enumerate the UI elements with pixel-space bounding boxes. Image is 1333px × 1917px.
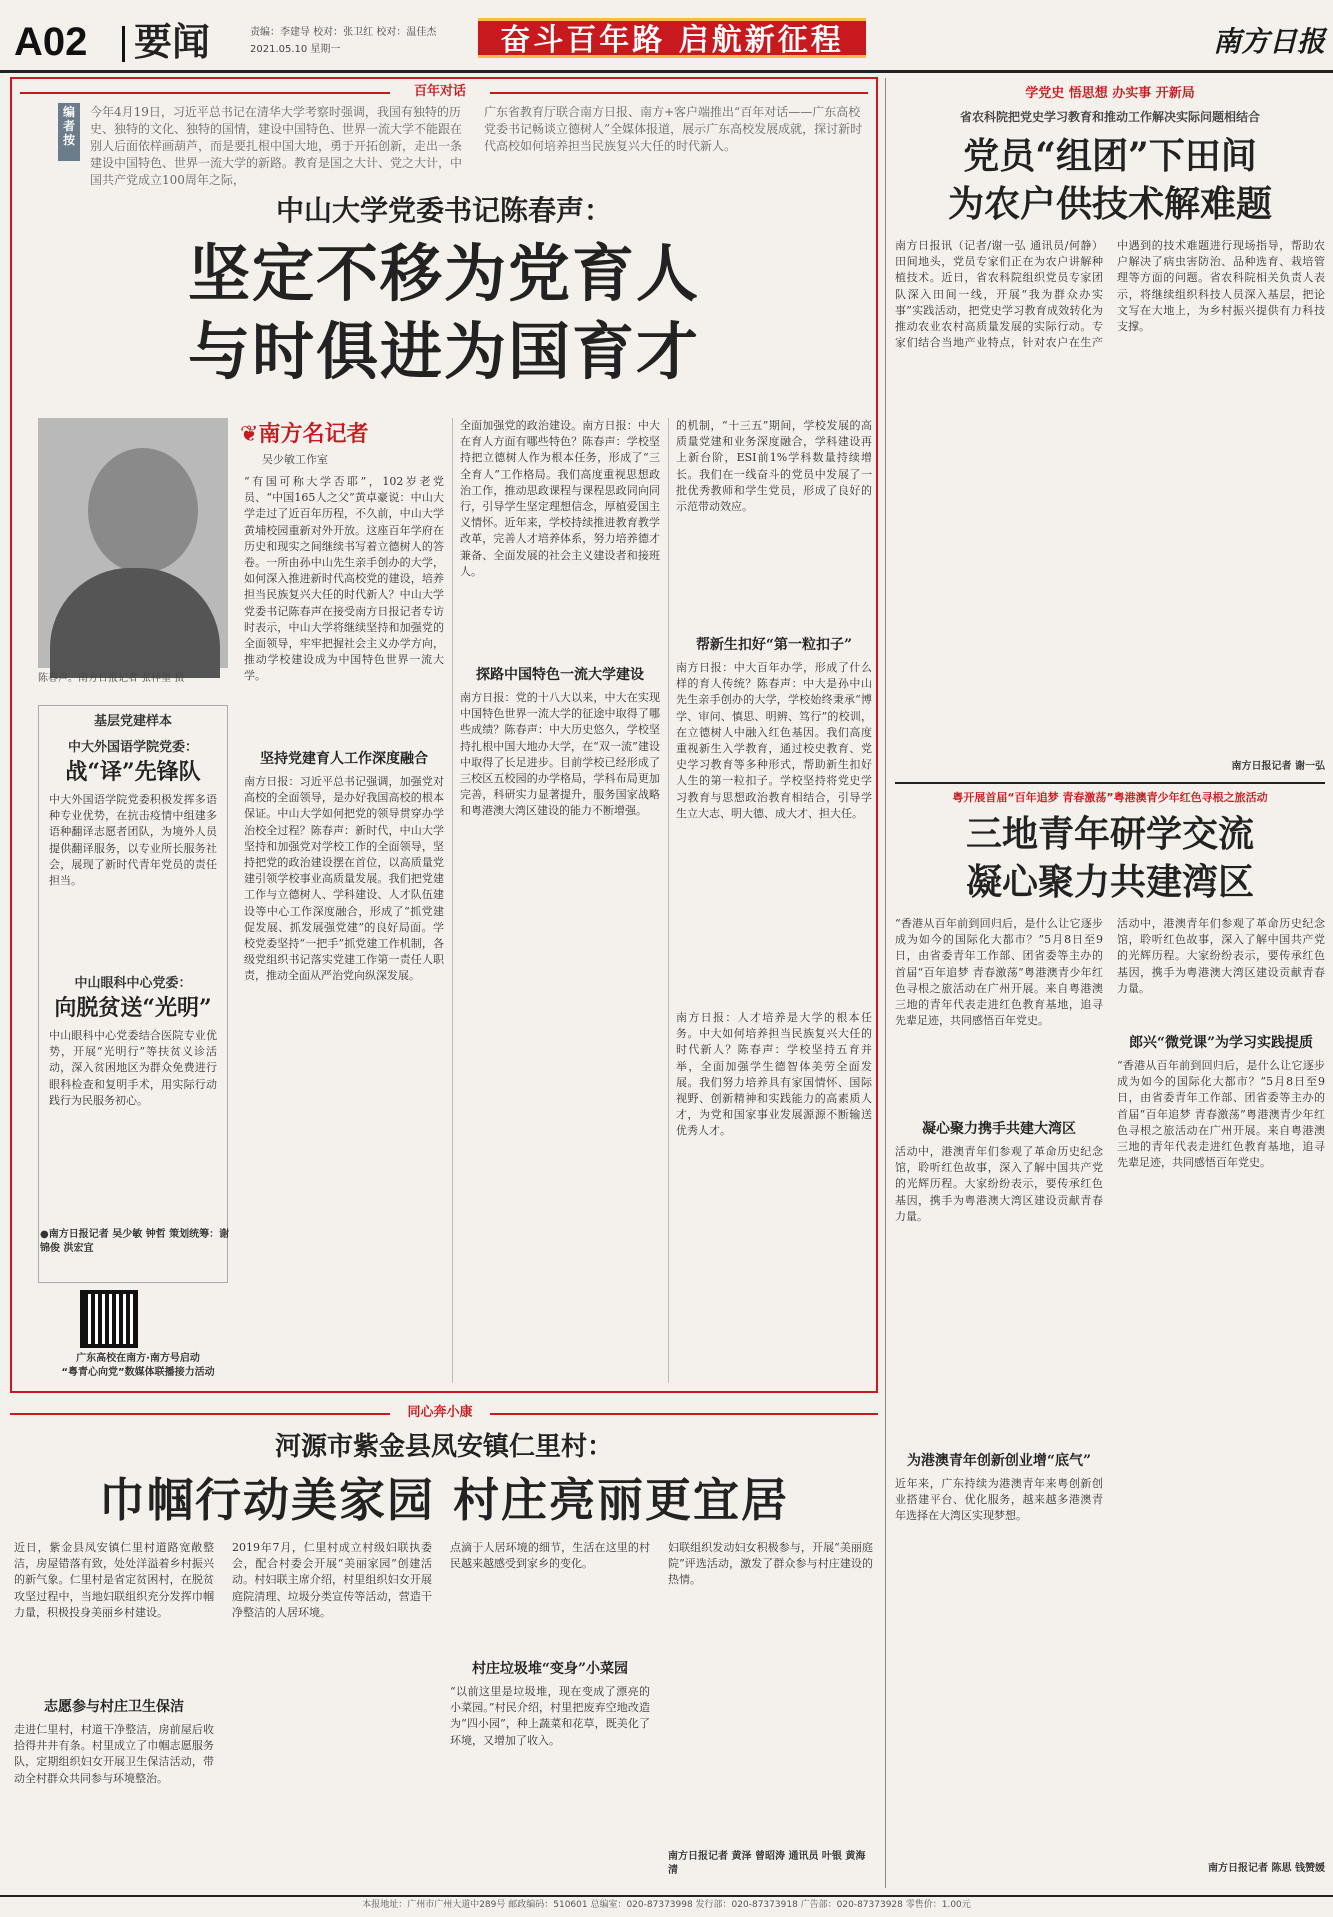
editor-note-right: 广东省教育厅联合南方日报、南方+客户端推出“百年对话——广东高校党委书记畅谈立德树人”全媒体报道，展示广东高校发展成就，探讨新时代高校如何培养担当民族复兴大任的时代新人。 (484, 105, 863, 153)
bottom-col3-text: 点滴于人居环境的细节，生活在这里的村民越来越感受到家乡的变化。 (450, 1541, 650, 1571)
grassroots-sidebar (38, 705, 228, 1283)
right-bottom-col1c-text: 近年来，广东持续为港澳青年来粤创新创业搭建平台、优化服务，越来越多港澳青年选择在大湾区实现梦想。 (895, 1477, 1103, 1523)
page-number: A02 (14, 20, 88, 64)
right-bottom-col2-text: 活动中，港澳青年们参观了革命历史纪念馆，聆听红色故事，深入了解中国共产党的光辉历程。大家纷纷表示，要传承红色基因，携手为粤港澳大湾区建设贡献青春力量。 (1117, 917, 1325, 995)
right-column-rule (885, 78, 886, 1888)
bottom-col1b-text: 走进仁里村，村道干净整洁，房前屋后收拾得井井有条。村里成立了巾帼志愿服务队，定期组织妇女开展卫生保洁活动，带动全村群众共同参与环境整治。 (14, 1723, 214, 1785)
main-col2-text: 全面加强党的政治建设。南方日报：中大在育人方面有哪些特色？陈春声：学校坚持把立德树人作为根本任务，形成了“三全育人”工作格局。我们高度重视思想政治工作，推动思政课程与课程思政同向同行，引导学生坚定理想信念，厚植爱国主义情怀。近年来，学校持续推进教育教学改革，完善人才培养体系，努力培养德才兼备、全面发展的社会主义建设者和接班人。 (460, 419, 660, 578)
qr-caption-line1: 广东高校在南方·南方号启动 (76, 1353, 200, 1364)
right-bottom-subhead-1: 凝心聚力携手共建大湾区 (922, 1121, 1076, 1137)
main-col3-text: 的机制，“十三五”期间，学校发展的高质量党建和业务深度融合，学科建设再上新台阶，ESI前1%学科数量持续增长。我们在一线奋斗的党员中发展了一批优秀教师和学生党员，形成了良好的示范带动效应。 (676, 419, 872, 514)
meta-line-2: 2021.05.10 星期一 (250, 44, 341, 55)
editor-note-left: 今年4月19日，习近平总书记在清华大学考察时强调，我国有独特的历史、独特的文化、独特的国情，建设中国特色、世界一流大学不能跟在别人后面依样画葫芦，而是要扎根中国大地，勇于开拓创新，走出一条建设中国特色、世界一流大学的新路。教育是国之大计、党之大计，中国共产党成立100周年之际， (90, 105, 463, 187)
tag-rule-right (490, 92, 868, 94)
bottom-subhead-1: 志愿参与村庄卫生保洁 (44, 1699, 184, 1715)
qr-caption-line2: “粤青心向党”数媒体联播接力活动 (61, 1367, 215, 1378)
page-footer: 本报地址：广州市广州大道中289号 邮政编码：510601 总编室：020-87373998 发行部：020-87373918 广告部：020-87373928 零售价：1.00元 (0, 1895, 1333, 1911)
bottom-col3b-text: “以前这里是垃圾堆，现在变成了漂亮的小菜园。”村民介绍，村里把废弃空地改造为“四小园”，种上蔬菜和花草，既美化了环境，又增加了收入。 (450, 1685, 650, 1747)
bottom-col4-text: 妇联组织发动妇女积极参与，开展“美丽庭院”评选活动，激发了群众参与村庄建设的热情。 (668, 1541, 873, 1587)
main-col2b-text: 南方日报：党的十八大以来，中大在实现中国特色世界一流大学的征途中取得了哪些成绩？陈春声：中大历史悠久，学校坚持扎根中国大地办大学，在“双一流”建设中取得了长足进步。目前学校已经形成了三校区五校园的办学格局，学科布局更加完善，科研实力显著提升，服务国家战略和粤港澳大湾区建设的能力不断增强。 (460, 691, 660, 818)
right-bottom-col1b-text: 活动中，港澳青年们参观了革命历史纪念馆，聆听红色故事，深入了解中国共产党的光辉历程。大家纷纷表示，要传承红色基因，携手为粤港澳大湾区建设贡献青春力量。 (895, 1145, 1103, 1223)
main-col3c-text: 南方日报：人才培养是大学的根本任务。中大如何培养担当民族复兴大任的时代新人？陈春声：学校坚持五育并举，全面加强学生德智体美劳全面发展。我们努力培养具有家国情怀、国际视野、创新精神和实践能力的高素质人才，为党和国家事业发展源源不断输送优秀人才。 (676, 1011, 872, 1138)
tag-rule-left (20, 92, 390, 94)
photo-caption: 陈春声。南方日报记者 张梓望 摄 (38, 673, 185, 684)
item2-title: 向脱贫送“光明” (54, 995, 212, 1021)
brand-label: 南方名记者 (258, 422, 369, 447)
column-brand (240, 420, 450, 450)
portrait-head (88, 448, 198, 573)
main-col1b-text: 南方日报：习近平总书记强调，加强党对高校的全面领导，是办好我国高校的根本保证。中山大学如何把党的领导贯穿办学治校全过程？陈春声：新时代，中山大学坚持和加强党对学校工作的全面领导，坚持把党的政治建设摆在首位，以高质量党建引领学校事业高质量发展。我们把党建工作与立德树人、学科建设、人才队伍建设等中心工作深度融合，形成了“抓党建促发展、抓发展强党建”的良好局面。学校党委坚持“一把手”抓党建工作机制，各级党组织书记落实党建工作第一责任人职责，推动全面从严治党向纵深发展。 (244, 775, 444, 983)
right-top-credit: 南方日报记者 谢一弘 (1231, 761, 1325, 772)
right-bottom-col1-text: “香港从百年前到回归后，是什么让它逐步成为如今的国际化大都市？”5月8日至9日，由省委青年工作部、团省委等主办的首届“百年追梦 青春激荡”粤港澳青少年红色寻根之旅活动在广州开展。来自粤港澳三地的青年代表走进红色教育基地，追寻先辈足迹，共同感悟百年党史。 (895, 917, 1103, 1028)
right-top-headline-2: 为农户供技术解难题 (947, 183, 1272, 225)
main-subhead-2: 探路中国特色一流大学建设 (476, 667, 644, 683)
bottom-col2-text: 2019年7月，仁里村成立村级妇联执委会，配合村委会开展“美丽家园”创建活动。村妇联主席介绍，村里组织妇女开展庭院清理、垃圾分类宣传等活动，营造干净整洁的人居环境。 (232, 1541, 432, 1619)
column-rule (668, 418, 669, 1383)
header-divider (122, 26, 125, 62)
qr-code[interactable] (80, 1290, 138, 1348)
main-subtitle: 中山大学党委书记陈春声： (275, 194, 612, 227)
bottom-tag-rule-right (490, 1413, 878, 1415)
item2-kicker: 中山眼科中心党委： (74, 976, 192, 991)
qr-caption (38, 1352, 238, 1380)
main-credit: ●南方日报记者 吴少敏 钟哲 策划统筹：谢锦俊 洪宏宜 (40, 1229, 230, 1254)
bottom-credit: 南方日报记者 黄泽 曾昭涛 通讯员 叶银 黄海清 (668, 1851, 866, 1876)
column-rule (452, 418, 453, 1383)
section-title: 要闻 (134, 20, 211, 64)
right-bottom-credit: 南方日报记者 陈思 钱赞媛 (1208, 1863, 1325, 1874)
editor-meta (250, 24, 470, 58)
main-col3b-text: 南方日报：中大百年办学，形成了什么样的育人传统？陈春声：中大是孙中山先生亲手创办的大学，学校始终秉承“博学、审问、慎思、明辨、笃行”的校训，在立德树人中融入红色基因。我们高度重视新生入学教育，通过校史教育、党史学习教育等多种形式，帮助新生扣好人生的第一粒扣子。学校坚持将党史学习教育与思想政治教育相结合，引导学生立大志、明大德、成大才、担大任。 (676, 661, 872, 820)
newspaper-logo: 南方日报 (1212, 25, 1325, 58)
right-bottom-headline-1: 三地青年研学交流 (965, 813, 1254, 855)
main-subhead-1: 坚持党建育人工作深度融合 (260, 751, 428, 767)
item1-kicker: 中大外国语学院党委： (67, 740, 198, 755)
right-top-text: 南方日报讯（记者/谢一弘 通讯员/何静）田间地头，党员专家们正在为农户讲解种植技术。近日，省农科院组织党员专家团队深入田间一线，开展“我为群众办实事”实践活动，把党史学习教育成效转化为推动农业农村高质量发展的实际行动。专家们结合当地产业特点，针对农户在生产中遇到的技术难题进行现场指导，帮助农户解决了病虫害防治、品种选育、栽培管理等方面的问题。省农科院相关负责人表示，将继续组织科技人员深入基层，把论文写在大地上，为乡村振兴提供有力科技支撑。 (895, 239, 1325, 350)
right-top-kicker: 学党史 悟思想 办实事 开新局 (1025, 86, 1195, 101)
bottom-subhead-2: 村庄垃圾堆“变身”小菜园 (471, 1661, 629, 1677)
right-bottom-subhead-3: 郎兴“微党课”为学习实践提质 (1128, 1035, 1314, 1051)
main-col1-text: “有国可称大学否耶”，102岁老党员、“中国165人之父”黄卓豪说：中山大学走过了近百年历程，不久前，中山大学黄埔校园重新对外开放。这座百年学府在历史和现实之间继续书写着立德树人的答卷。一所由孙中山先生亲手创办的大学，如何深入推进新时代高校党的建设，培养担当民族复兴大任的时代新人？中山大学党委书记陈春声在接受南方日报记者专访时表示，中山大学将继续坚持和加强党的全面领导，牢牢把握社会主义办学方向，推动学校建设成为中国特色世界一流大学。 (244, 475, 444, 683)
portrait-photo (38, 418, 228, 668)
bottom-subtitle: 河源市紫金县凤安镇仁里村： (274, 1432, 613, 1462)
theme-banner: 奋斗百年路 启航新征程 (478, 18, 866, 58)
sidebar-kicker: 基层党建样本 (93, 714, 172, 729)
right-bottom-kicker: 粤开展首届“百年追梦 青春激荡”粤港澳青少年红色寻根之旅活动 (952, 791, 1268, 804)
right-bottom-col2b-text: “香港从百年前到回归后，是什么让它逐步成为如今的国际化大都市？”5月8日至9日，由省委青年工作部、团省委等主办的首届“百年追梦 青春激荡”粤港澳青少年红色寻根之旅活动在广州开展。来自粤港澳三地的青年代表走进红色教育基地，追寻先辈足迹，共同感悟百年党史。 (1117, 1059, 1325, 1170)
brand-subtitle: 吴少敏工作室 (262, 453, 328, 466)
editor-note-tag: 编者按 (58, 103, 80, 161)
item1-text: 中大外国语学院党委积极发挥多语种专业优势，在抗击疫情中组建多语种翻译志愿者团队，为境外人员提供翻译服务，以专业所长服务社会，展现了新时代青年党员的责任担当。 (49, 793, 217, 888)
right-bottom-subhead-2: 为港澳青年创新创业增“底气” (906, 1453, 1092, 1469)
meta-line-1: 责编：李建导 校对：张卫红 校对：温佳杰 (250, 27, 437, 38)
item1-title: 战“译”先锋队 (65, 759, 201, 785)
bottom-story-tag: 同心奔小康 (407, 1405, 473, 1420)
right-bottom-headline-2: 凝心聚力共建湾区 (965, 861, 1254, 903)
bottom-tag-rule-left (10, 1413, 390, 1415)
bottom-col1-text: 近日，紫金县凤安镇仁里村道路宽敞整洁，房屋错落有致，处处洋溢着乡村振兴的新气象。仁里村是省定贫困村，在脱贫攻坚过程中，当地妇联组织充分发挥巾帼力量，积极投身美丽乡村建设。 (14, 1541, 214, 1619)
main-story-tag: 百年对话 (413, 84, 466, 99)
main-headline-line1: 坚定不移为党育人 (187, 237, 700, 310)
main-subhead-3: 帮新生扣好“第一粒扣子” (695, 637, 853, 653)
portrait-body (50, 568, 220, 678)
main-headline-line2: 与时俱进为国育才 (187, 315, 700, 388)
item2-text: 中山眼科中心党委结合医院专业优势，开展“光明行”等扶贫义诊活动，深入贫困地区为群众免费进行眼科检查和复明手术，用实际行动践行为民服务初心。 (49, 1029, 217, 1107)
right-top-subtitle: 省农科院把党史学习教育和推动工作解决实际问题相结合 (959, 110, 1260, 124)
bottom-headline: 巾帼行动美家园 村庄亮丽更宜居 (98, 1473, 789, 1527)
right-top-headline-1: 党员“组团”下田间 (963, 135, 1257, 177)
header-rule (0, 70, 1333, 73)
brand-icon: ❦ (240, 422, 259, 447)
right-section-rule (895, 782, 1325, 784)
